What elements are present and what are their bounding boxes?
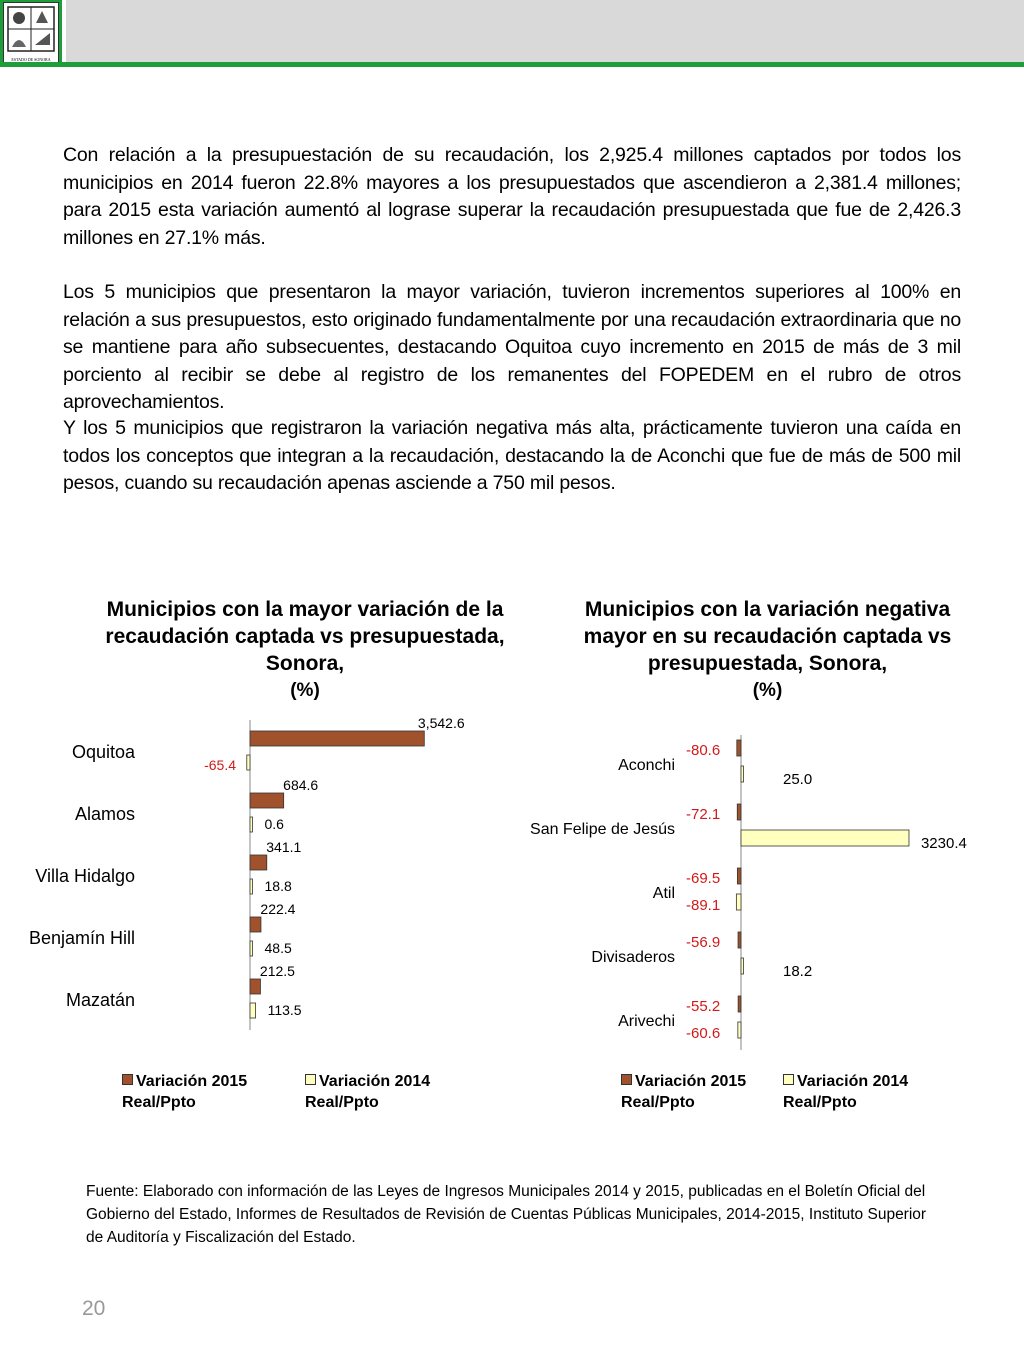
bar-2015	[250, 731, 424, 746]
chart-2-title	[560, 596, 975, 704]
data-label: -69.5	[686, 870, 721, 887]
logo-caption: ESTADO DE SONORA	[11, 57, 51, 62]
bar-2015	[737, 868, 741, 884]
paragraph-3: Y los 5 municipios que registraron la variación negativa más alta, prácticamente tuvieron una caída en todos los conceptos que integran a la recaudación, destacando la de Aconchi que fue de más de 500 mil pesos, cuando su recaudación apenas asciende a 750 mil pesos.	[63, 417, 961, 494]
paragraph-2: Los 5 municipios que presentaron la mayor variación, tuvieron incrementos superiores al 100% en relación a sus presupuestos, esto originado fundamentalmente por una recaudación extraordinaria que no se mantiene para año subsecuentes, destacando Oquitoa cuyo incremento en 2015 de más de 3 mil porciento al recibir se debe al registro de los remanentes del FOPEDEM en el rubro de otros aprovechamientos.	[63, 281, 961, 413]
bar-2014	[736, 894, 741, 910]
coat-of-arms-icon	[4, 3, 58, 63]
category-label: Alamos	[74, 804, 135, 824]
page-header	[0, 0, 1024, 68]
bar-2014	[741, 766, 744, 782]
data-label: 3230.4	[920, 835, 967, 852]
legend-swatch-2014	[305, 1074, 316, 1085]
page-number: 20	[82, 1297, 106, 1320]
legend-label-line2: Real/Ppto	[621, 1094, 695, 1111]
data-label: -65.4	[204, 757, 236, 773]
state-logo	[3, 2, 59, 64]
category-label: Divisaderos	[591, 949, 675, 966]
data-label: 25.0	[783, 771, 813, 788]
chart-2-plot	[500, 730, 1020, 1050]
chart-2-unit: (%)	[752, 680, 783, 701]
chart-1-legend-2014	[305, 1071, 430, 1113]
chart-2-legend-2014	[783, 1071, 908, 1113]
chart-1-legend-2015	[122, 1071, 247, 1113]
category-label: Mazatán	[65, 990, 135, 1010]
legend-label-line1: Variación 2014	[797, 1073, 909, 1090]
paragraph-1: Con relación a la presupuestación de su recaudación, los 2,925.4 millones captados por todos los municipios en 2014 fueron 22.8% mayores a los presupuestados que ascendieron a 2,381.4 millones; para 2015 esta variación aumentó al lograse superar la recaudación presupuestada que fue de 2,426.3 millones en 27.1% más.	[63, 144, 961, 249]
category-label: Oquitoa	[71, 742, 135, 762]
legend-label-line2: Real/Ppto	[122, 1094, 196, 1111]
bar-2015	[250, 855, 267, 870]
data-label: 18.2	[783, 963, 813, 980]
legend-swatch-2015	[122, 1074, 133, 1085]
bar-2014	[741, 830, 909, 846]
data-label: 212.5	[259, 963, 295, 979]
chart-2-title-text: Municipios con la variación negativa mayor en su recaudación captada vs presupuestada, Sonora,	[583, 598, 952, 675]
logo-frame	[0, 0, 62, 66]
legend-swatch-2015	[621, 1074, 632, 1085]
data-label: 3,542.6	[417, 715, 465, 731]
bar-2015	[737, 740, 741, 756]
chart-1-plot	[0, 715, 520, 1035]
category-label: San Felipe de Jesús	[530, 821, 675, 838]
data-label: 113.5	[267, 1002, 302, 1018]
data-label: -55.2	[686, 998, 721, 1015]
bar-2014	[250, 1003, 256, 1018]
legend-label-line1: Variación 2015	[635, 1073, 747, 1090]
legend-label-line1: Variación 2014	[319, 1073, 431, 1090]
category-label: Arivechi	[618, 1013, 675, 1030]
bar-2015	[738, 932, 741, 948]
data-label: 48.5	[264, 940, 292, 956]
legend-label-line1: Variación 2015	[136, 1073, 248, 1090]
data-label: 684.6	[283, 777, 319, 793]
category-label: Aconchi	[618, 757, 675, 774]
bar-2015	[737, 804, 741, 820]
category-label: Atil	[652, 885, 675, 902]
data-label: 222.4	[260, 901, 296, 917]
bar-2014	[247, 755, 250, 770]
legend-label-line2: Real/Ppto	[305, 1094, 379, 1111]
bar-2014	[738, 1022, 741, 1038]
header-bar	[66, 0, 1024, 62]
data-label: 341.1	[266, 839, 302, 855]
chart-1-unit: (%)	[290, 680, 320, 701]
category-label: Villa Hidalgo	[35, 866, 135, 886]
chart-1-title-text: Municipios con la mayor variación de la recaudación captada vs presupuestada, Sonora,	[105, 598, 505, 675]
chart-2-legend-2015	[621, 1071, 746, 1113]
bar-2015	[250, 979, 260, 994]
bar-2014	[741, 958, 744, 974]
header-divider	[0, 62, 1024, 67]
data-label: -89.1	[686, 897, 721, 914]
bar-2014	[250, 941, 253, 956]
data-label: -80.6	[686, 742, 721, 759]
bar-2015	[250, 793, 284, 808]
data-label: 18.8	[264, 878, 292, 894]
source-note: Fuente: Elaborado con información de las Leyes de Ingresos Municipales 2014 y 2015, publicadas en el Boletín Oficial del Gobierno del Estado, Informes de Resultados de Revisión de Cuentas Públicas Municipales, 2014-2015, Instituto Superior de Auditoría y Fiscalización del Estado.	[86, 1183, 927, 1246]
bar-2015	[738, 996, 741, 1012]
bar-2014	[250, 879, 253, 894]
chart-1-title	[85, 596, 525, 704]
bar-2015	[250, 917, 261, 932]
data-label: -60.6	[686, 1025, 721, 1042]
legend-label-line2: Real/Ppto	[783, 1094, 857, 1111]
data-label: -72.1	[686, 806, 721, 823]
data-label: 0.6	[264, 816, 284, 832]
bar-2014	[250, 817, 253, 832]
legend-swatch-2014	[783, 1074, 794, 1085]
category-label: Benjamín Hill	[28, 928, 135, 948]
data-label: -56.9	[686, 934, 721, 951]
